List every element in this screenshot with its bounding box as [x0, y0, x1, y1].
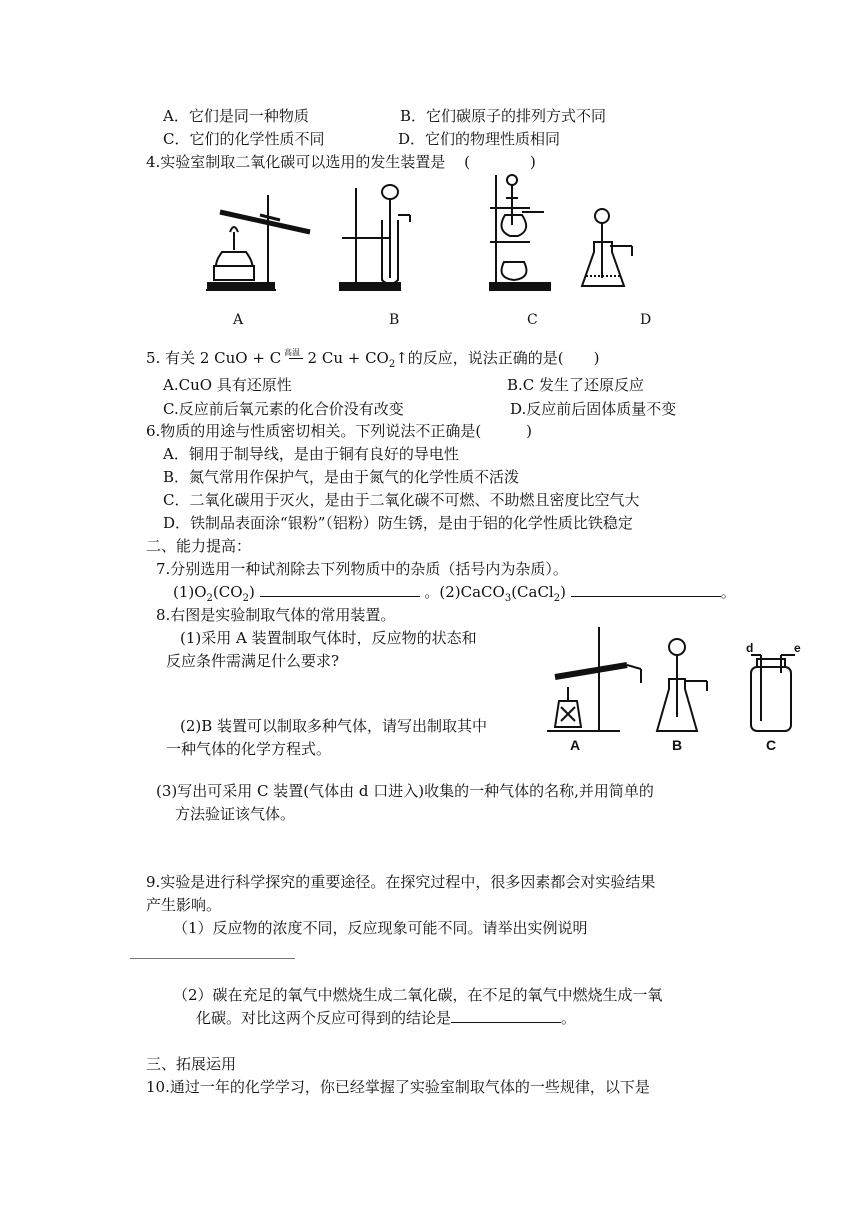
q4-label-a: A: [233, 312, 244, 328]
q7-part1-b: (CO: [212, 583, 243, 601]
q7-part2-c: ): [560, 583, 566, 601]
q7-part2-a: 。(2)CaCO: [424, 583, 505, 601]
q7-answer-blank-2[interactable]: [571, 582, 721, 597]
q7-parts: $(1)O_2(CO_2)$ 。(2)CaCO$_3$(CaCl$_2$) 。: [173, 583, 736, 604]
q9-sub2-line1: （2）碳在充足的氧气中燃烧生成二氧化碳，在不足的氧气中燃烧生成一氧: [173, 986, 663, 1004]
q8-sub1-line2: 反应条件需满足什么要求?: [166, 652, 340, 670]
q8-apparatus-c-icon: [751, 655, 795, 731]
q8-port-e: e: [794, 641, 801, 655]
q7-stem: 7.分别选用一种试剂除去下列物质中的杂质（括号内为杂质）。: [156, 560, 568, 578]
q8-sub3-line2: 方法验证该气体。: [175, 805, 296, 823]
q3-option-b: B．它们碳原子的排列方式不同: [400, 107, 607, 125]
q9-sub2-text: 化碳。对比这两个反应可得到的结论是: [196, 1009, 452, 1027]
apparatus-c-icon: [490, 175, 550, 290]
q3-option-d: D．它们的物理性质相同: [398, 130, 561, 148]
q9-sub1: （1）反应物的浓度不同，反应现象可能不同。请举出实例说明: [173, 919, 588, 937]
q4-stem: [146, 152, 536, 172]
q8-apparatus-a-icon: [547, 627, 641, 731]
q8-sub3-line1: (3)写出可采用 C 装置(气体由 d 口进入)收集的一种气体的名称,并用简单的: [156, 782, 654, 800]
q6-option-b: B．氮气常用作保护气，是由于氮气的化学性质不活泼: [163, 468, 520, 486]
apparatus-d-icon: [582, 209, 632, 286]
q5-stem-tail: ↑的反应，说法正确的是( ): [395, 349, 600, 367]
q4-answer-paren: ( ): [464, 153, 536, 171]
q5-option-a: A.CuO 具有还原性: [163, 376, 292, 394]
q5-condition: 高温: [283, 348, 300, 357]
q9-stem-line2: 产生影响。: [146, 896, 222, 914]
q4-apparatus-figure: [200, 170, 680, 305]
q8-label-b: B: [672, 737, 683, 753]
q5-option-c: C.反应前后氧元素的化合价没有改变: [163, 400, 404, 418]
q8-apparatus-figure: [545, 625, 815, 755]
section-2-heading: 二、能力提高：: [146, 537, 252, 555]
q3-option-a: A．它们是同一种物质: [163, 107, 309, 125]
q8-sub2-line2: 一种气体的化学方程式。: [166, 740, 332, 758]
q7-answer-blank-1[interactable]: [260, 582, 420, 597]
q8-sub2-line1: (2)B 装置可以制取多种气体，请写出制取其中: [180, 717, 488, 735]
q4-stem-text: 4.实验室制取二氧化碳可以选用的发生装置是: [146, 153, 446, 171]
q3-option-c: C．它们的化学性质不同: [163, 130, 325, 148]
q9-stem-line1: 9.实验是进行科学探究的重要途径。在探究过程中，很多因素都会对实验结果: [146, 873, 656, 891]
q6-stem: 6.物质的用途与性质密切相关。下列说法不正确是( ): [146, 422, 533, 440]
q4-label-c: C: [527, 312, 538, 328]
apparatus-b-icon: [340, 185, 410, 290]
q8-port-d: d: [746, 641, 754, 655]
q5-stem: 5. 有关 2 CuO + C $^{高温}$ 2 $Cu + CO_2↑$的反应，说法正确的是( ): [146, 348, 600, 370]
q8-sub1-line1: (1)采用 A 装置制取气体时，反应物的状态和: [180, 629, 477, 647]
q6-option-c: C．二氧化碳用于灭火，是由于二氧化碳不可燃、不助燃且密度比空气大: [163, 491, 640, 509]
q7-part1-c: ): [248, 583, 255, 601]
q8-label-a: A: [570, 737, 581, 753]
q9-answer-blank-2[interactable]: [451, 1008, 561, 1023]
q5-stem-pre: 5. 有关 2 CuO + C: [146, 349, 282, 367]
q7-part2-b: (CaCl: [511, 583, 554, 601]
q8-label-c: C: [766, 737, 777, 753]
q7-end: 。: [720, 583, 736, 601]
q8-apparatus-b-icon: [657, 639, 707, 731]
q5-stem-post: 2 Cu + CO: [307, 349, 389, 367]
q5-option-b: B.C 发生了还原反应: [507, 376, 645, 394]
q9-answer-line-1[interactable]: [130, 958, 295, 959]
q9-sub2-end: 。: [561, 1009, 577, 1027]
q8-stem: 8.右图是实验制取气体的常用装置。: [156, 606, 396, 624]
q7-part1-a: (1)O: [173, 583, 207, 601]
section-3-heading: 三、拓展运用: [146, 1055, 237, 1073]
q5-option-d: D.反应前后固体质量不变: [510, 400, 677, 418]
q4-label-d: D: [640, 312, 652, 328]
q4-label-b: B: [389, 312, 400, 328]
q6-option-d: D．铁制品表面涂“银粉”（铝粉）防生锈，是由于铝的化学性质比铁稳定: [163, 514, 633, 532]
q6-option-a: A．铜用于制导线，是由于铜有良好的导电性: [163, 445, 459, 463]
apparatus-a-icon: [206, 195, 310, 290]
q10-stem: 10.通过一年的化学学习，你已经掌握了实验室制取气体的一些规律，以下是: [146, 1078, 650, 1096]
q9-sub2-line2: [196, 1008, 576, 1028]
